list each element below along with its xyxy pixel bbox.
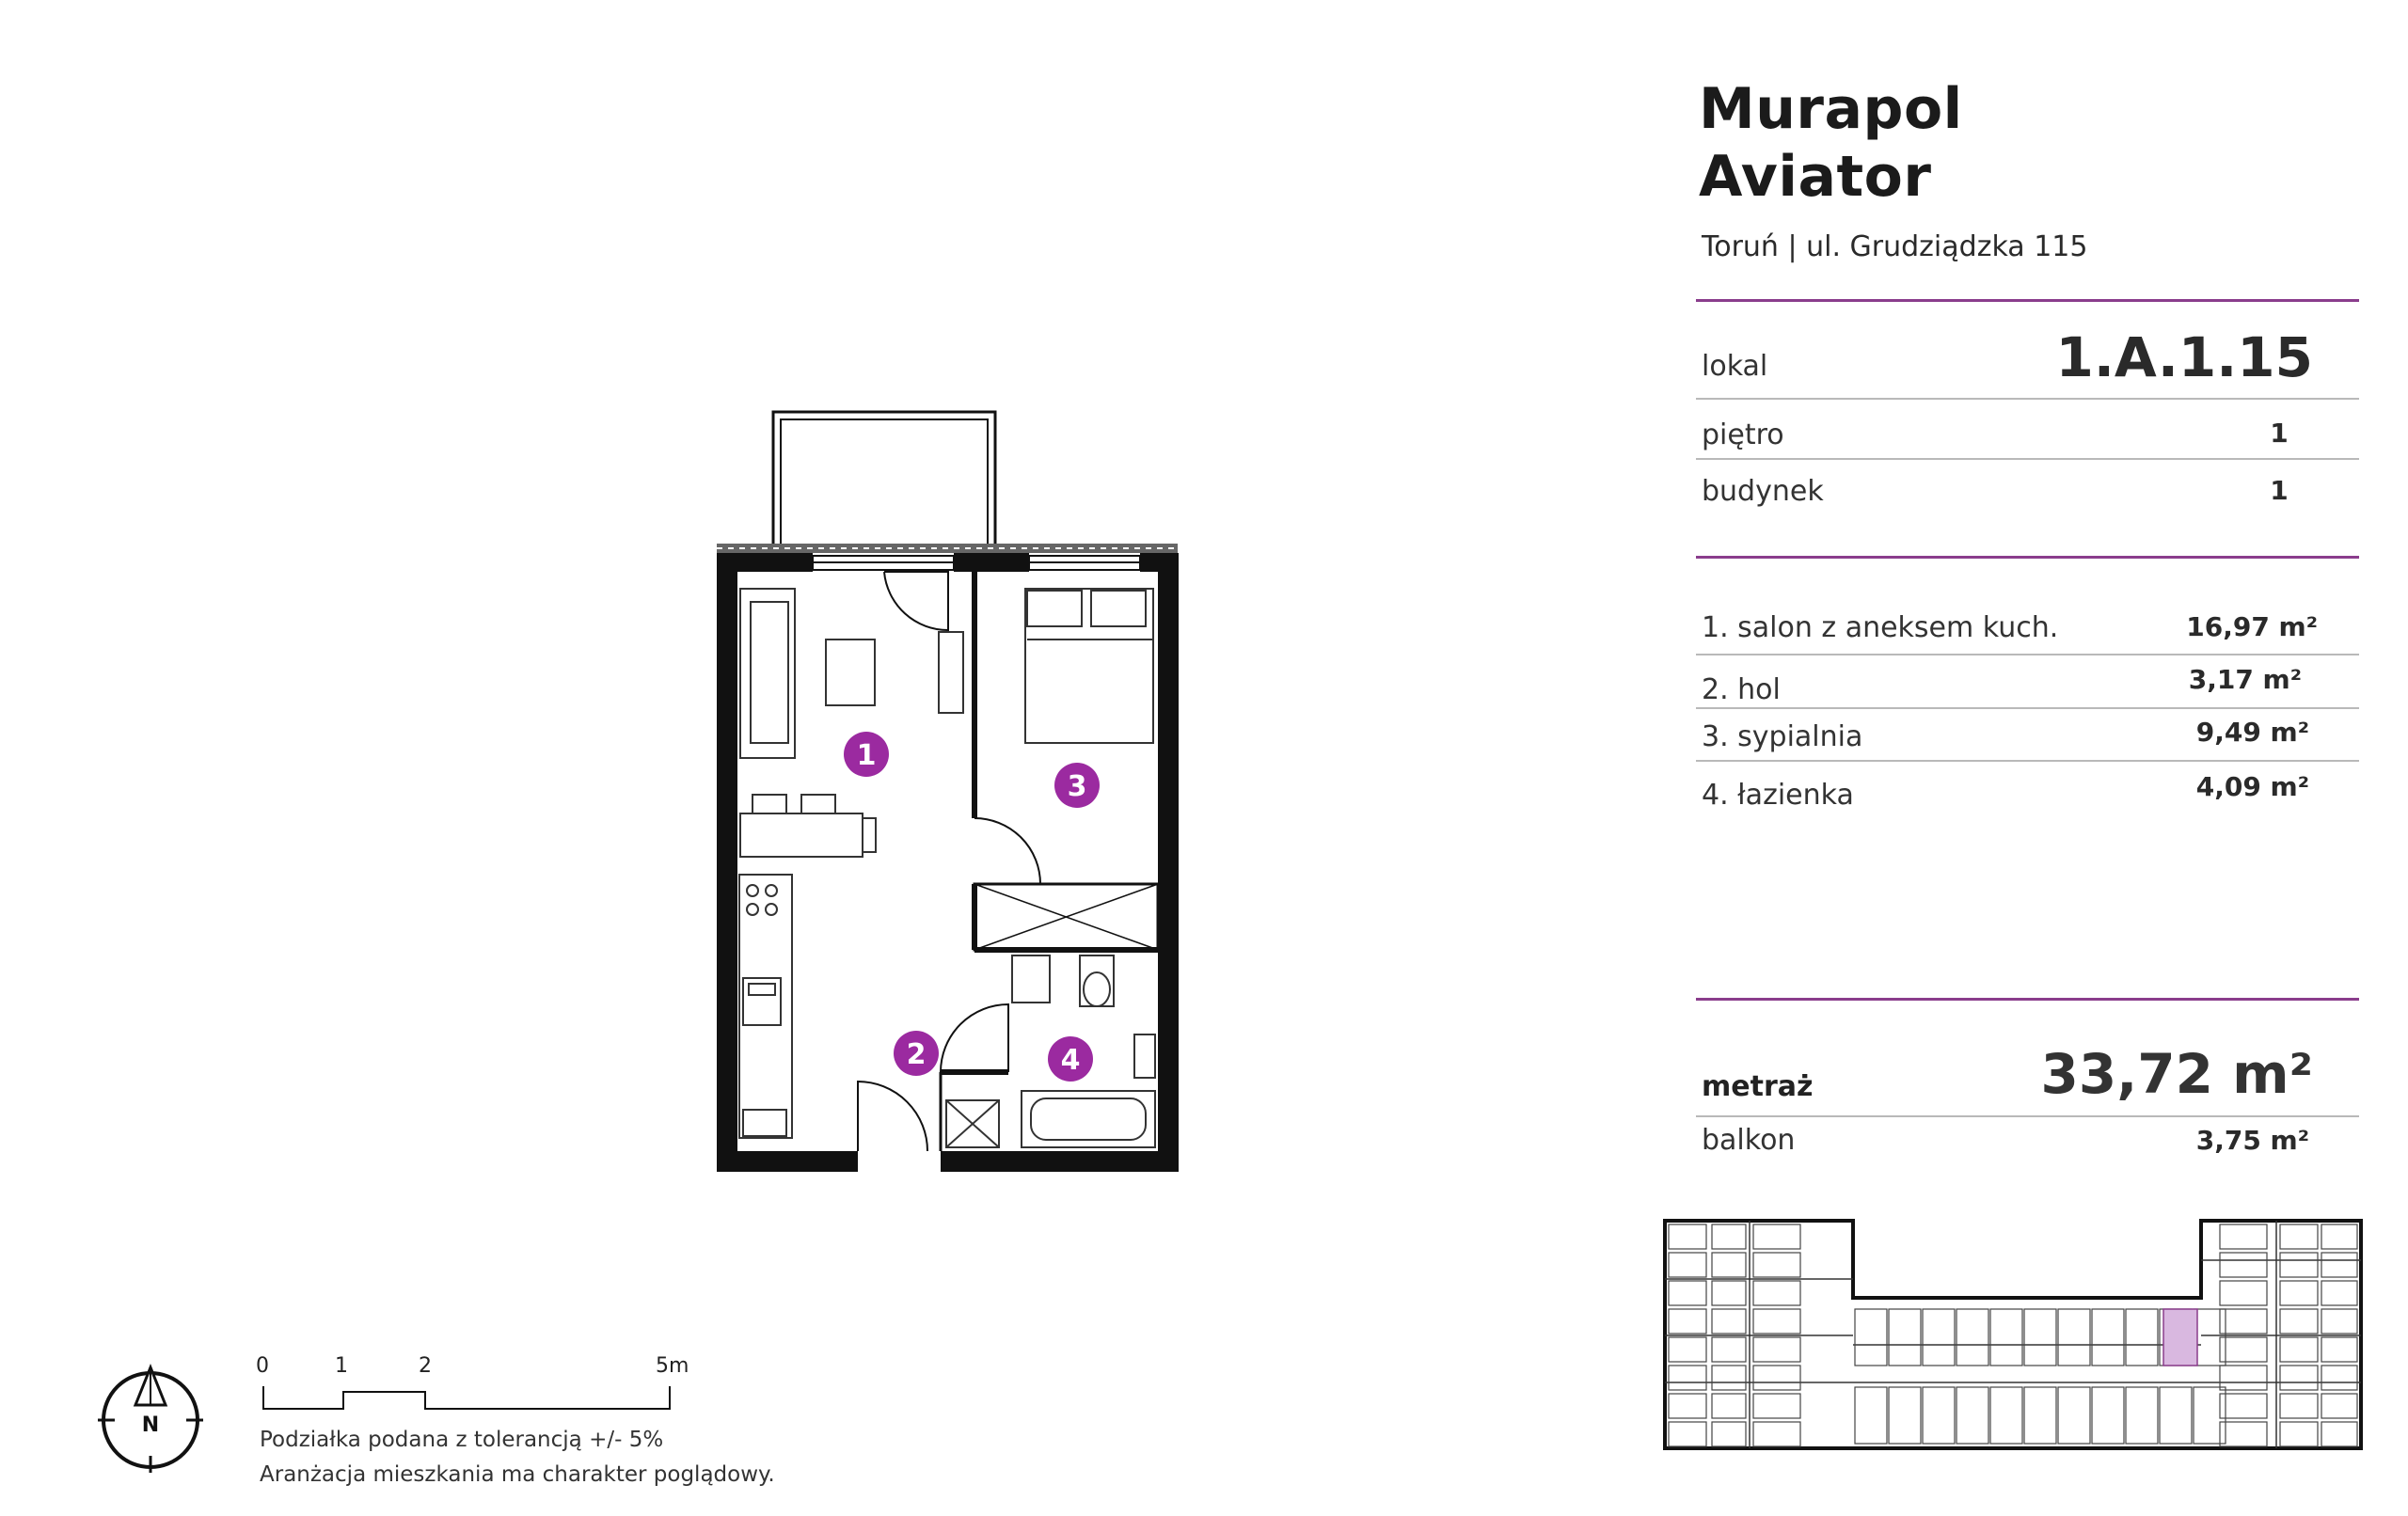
balkon-label: balkon bbox=[1702, 1124, 1796, 1157]
keyplan-unit bbox=[2321, 1253, 2357, 1277]
keyplan-unit bbox=[2220, 1253, 2267, 1277]
keyplan-unit bbox=[2280, 1394, 2318, 1418]
room-marker-1 bbox=[844, 732, 889, 777]
keyplan-unit bbox=[1712, 1253, 1746, 1277]
keyplan-unit bbox=[1712, 1366, 1746, 1390]
keyplan-unit bbox=[2194, 1387, 2226, 1444]
keyplan-unit bbox=[2220, 1337, 2267, 1362]
lokal-label: lokal bbox=[1702, 350, 1768, 383]
keyplan-unit bbox=[1753, 1224, 1800, 1249]
divider bbox=[1696, 707, 2359, 709]
keyplan-unit bbox=[1956, 1387, 1988, 1444]
keyplan-unit bbox=[2321, 1366, 2357, 1390]
bed bbox=[1025, 589, 1153, 743]
svg-text:1: 1 bbox=[856, 739, 877, 772]
room-3-area: 9,49 m² bbox=[2195, 717, 2309, 748]
keyplan-unit bbox=[1889, 1387, 1921, 1444]
budynek-label: budynek bbox=[1702, 475, 1824, 508]
walls bbox=[717, 553, 1179, 1172]
keyplan-unit bbox=[1855, 1387, 1887, 1444]
keyplan-unit bbox=[2024, 1309, 2056, 1366]
keyplan-unit bbox=[1712, 1394, 1746, 1418]
keyplan-unit bbox=[2321, 1394, 2357, 1418]
scale-tick-2: 2 bbox=[419, 1354, 432, 1378]
keyplan-unit bbox=[1669, 1337, 1706, 1362]
keyplan-unit bbox=[2220, 1224, 2267, 1249]
keyplan-unit bbox=[1753, 1422, 1800, 1446]
keyplan-unit bbox=[2280, 1224, 2318, 1249]
keyplan-unit bbox=[1669, 1394, 1706, 1418]
scale-tick-0: 0 bbox=[256, 1354, 269, 1378]
room-2-area: 3,17 m² bbox=[2188, 664, 2302, 695]
keyplan-unit bbox=[1753, 1366, 1800, 1390]
keyplan-unit bbox=[2280, 1422, 2318, 1446]
divider bbox=[1696, 760, 2359, 762]
keyplan-unit bbox=[1753, 1394, 1800, 1418]
keyplan-unit bbox=[2024, 1387, 2056, 1444]
project-name-line1: Murapol bbox=[1699, 76, 1963, 142]
room-1-name: 1. salon z aneksem kuch. bbox=[1702, 611, 2059, 644]
keyplan-unit bbox=[2220, 1366, 2267, 1390]
metraz-value: 33,72 m² bbox=[2040, 1042, 2313, 1106]
svg-text:2: 2 bbox=[906, 1038, 927, 1071]
keyplan-unit bbox=[1990, 1309, 2022, 1366]
floor-plan bbox=[0, 0, 1317, 1223]
keyplan-unit bbox=[1753, 1253, 1800, 1277]
keyplan-unit bbox=[1712, 1281, 1746, 1305]
project-address: Toruń | ul. Grudziądzka 115 bbox=[1702, 230, 2088, 263]
keyplan-unit bbox=[2280, 1366, 2318, 1390]
keyplan-unit bbox=[2220, 1394, 2267, 1418]
kitchen-unit bbox=[739, 875, 792, 1138]
divider-totals bbox=[1696, 998, 2359, 1001]
room-marker-4 bbox=[1048, 1036, 1093, 1082]
keyplan-unit bbox=[2321, 1309, 2357, 1334]
keyplan-unit bbox=[2092, 1309, 2124, 1366]
lokal-value: 1.A.1.15 bbox=[2055, 325, 2313, 389]
scale-tick-1: 1 bbox=[335, 1354, 348, 1378]
room-4-name: 4. łazienka bbox=[1702, 779, 1854, 812]
keyplan-unit bbox=[1753, 1281, 1800, 1305]
keyplan-unit bbox=[2321, 1337, 2357, 1362]
keyplan-unit bbox=[1669, 1253, 1706, 1277]
divider bbox=[1696, 1115, 2359, 1117]
keyplan-unit bbox=[2280, 1253, 2318, 1277]
pietro-value: 1 bbox=[2270, 418, 2289, 449]
keyplan-unit bbox=[2280, 1309, 2318, 1334]
svg-text:N: N bbox=[141, 1413, 160, 1437]
keyplan-unit bbox=[1669, 1366, 1706, 1390]
keyplan-unit bbox=[1712, 1224, 1746, 1249]
keyplan-unit bbox=[1855, 1309, 1887, 1366]
keyplan-unit bbox=[1923, 1387, 1955, 1444]
room-3-name: 3. sypialnia bbox=[1702, 720, 1863, 753]
keyplan-unit bbox=[2280, 1281, 2318, 1305]
room-1-area: 16,97 m² bbox=[2186, 611, 2318, 642]
living-furniture bbox=[740, 589, 963, 857]
divider bbox=[1696, 398, 2359, 400]
highlighted-unit bbox=[2163, 1309, 2197, 1366]
keyplan-unit bbox=[2126, 1309, 2158, 1366]
keyplan-unit bbox=[1669, 1309, 1706, 1334]
keyplan-unit bbox=[2126, 1387, 2158, 1444]
keyplan-unit bbox=[1753, 1337, 1800, 1362]
metraz-label: metraż bbox=[1702, 1070, 1814, 1103]
room-marker-2 bbox=[894, 1031, 939, 1076]
keyplan-unit bbox=[2160, 1387, 2192, 1444]
scale-note: Podziałka podana z tolerancją +/- 5% bbox=[260, 1428, 664, 1452]
keyplan-unit bbox=[1712, 1422, 1746, 1446]
keyplan-unit bbox=[1753, 1309, 1800, 1334]
keyplan-unit bbox=[2092, 1387, 2124, 1444]
room-4-area: 4,09 m² bbox=[2195, 771, 2309, 802]
keyplan-unit bbox=[1669, 1281, 1706, 1305]
divider bbox=[1696, 458, 2359, 460]
keyplan-unit bbox=[1889, 1309, 1921, 1366]
keyplan-unit bbox=[2220, 1422, 2267, 1446]
pietro-label: piętro bbox=[1702, 418, 1784, 451]
compass-north-icon bbox=[94, 1364, 207, 1477]
keyplan-unit bbox=[2280, 1337, 2318, 1362]
doors bbox=[858, 572, 1040, 1151]
svg-text:4: 4 bbox=[1060, 1044, 1081, 1077]
keyplan-unit bbox=[2321, 1224, 2357, 1249]
keyplan-unit bbox=[1712, 1337, 1746, 1362]
keyplan-unit bbox=[1956, 1309, 1988, 1366]
scale-bar bbox=[254, 1382, 677, 1420]
divider-rooms bbox=[1696, 556, 2359, 559]
svg-text:3: 3 bbox=[1067, 770, 1087, 803]
keyplan-unit bbox=[2321, 1422, 2357, 1446]
keyplan-unit bbox=[1669, 1224, 1706, 1249]
scale-tick-5m: 5m bbox=[656, 1354, 689, 1378]
room-marker-3 bbox=[1054, 763, 1100, 808]
keyplan-unit bbox=[1669, 1422, 1706, 1446]
balkon-value: 3,75 m² bbox=[2195, 1125, 2309, 1156]
keyplan-unit bbox=[2058, 1387, 2090, 1444]
balcony bbox=[773, 412, 995, 549]
building-keyplan bbox=[1656, 1204, 2370, 1458]
keyplan-unit bbox=[2220, 1281, 2267, 1305]
keyplan-unit bbox=[2220, 1309, 2267, 1334]
divider-top bbox=[1696, 299, 2359, 302]
project-name-line2: Aviator bbox=[1699, 144, 1932, 210]
room-2-name: 2. hol bbox=[1702, 673, 1781, 706]
keyplan-unit bbox=[2321, 1281, 2357, 1305]
arrangement-note: Aranżacja mieszkania ma charakter poglądowy. bbox=[260, 1462, 775, 1487]
keyplan-unit bbox=[1990, 1387, 2022, 1444]
budynek-value: 1 bbox=[2270, 475, 2289, 506]
keyplan-unit bbox=[1923, 1309, 1955, 1366]
keyplan-unit bbox=[1712, 1309, 1746, 1334]
divider bbox=[1696, 654, 2359, 655]
keyplan-unit bbox=[2058, 1309, 2090, 1366]
